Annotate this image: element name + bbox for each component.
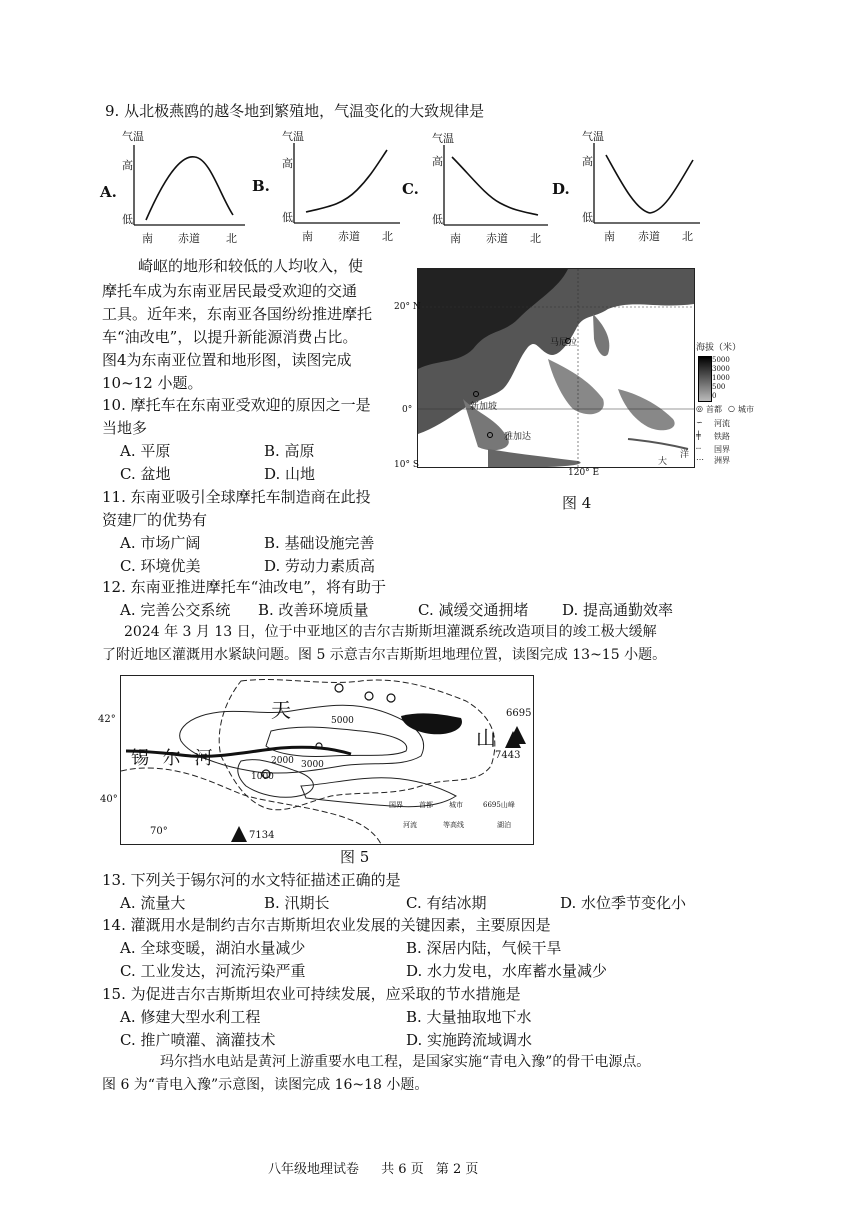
passage2-line2: 了附近地区灌溉用水紧缺问题。图 5 示意吉尔吉斯斯坦地理位置，读图完成 13~15 小题。 (102, 647, 667, 663)
legend-1000: 1000 (712, 374, 730, 382)
q10-option-b[interactable]: B. 高原 (264, 442, 315, 460)
graph-c-x0: 南 (450, 232, 461, 245)
q12-option-d[interactable]: D. 提高通勤效率 (562, 601, 674, 619)
fig4-legend (696, 340, 764, 465)
q11-stem-1: 11. 东南亚吸引全球摩托车制造商在此投 (102, 488, 371, 506)
legend-rail: 铁路 (714, 432, 730, 441)
graph-d-high: 高 (582, 155, 593, 168)
graph-c-low: 低 (432, 213, 443, 226)
graph-d-x0: 南 (604, 230, 615, 243)
q10-stem-2: 当地多 (102, 419, 148, 437)
fig4-lat-20n: 20° N (394, 302, 421, 312)
fig5-kyrgyzstan-map (120, 675, 534, 845)
q15-option-d[interactable]: D. 实施跨流域调水 (406, 1031, 533, 1049)
legend-river: 河流 (714, 419, 730, 428)
q13-option-d[interactable]: D. 水位季节变化小 (560, 894, 687, 912)
graph-c-x2: 北 (530, 232, 541, 245)
legend5-city: 城市 (449, 801, 463, 809)
graph-a-ylabel: 气温 (122, 130, 144, 143)
graph-a-x2: 北 (226, 232, 237, 245)
passage1-line4: 车“油改电”，以提升新能源消费占比。 (102, 328, 358, 346)
q14-option-b[interactable]: B. 深居内陆，气候干旱 (406, 939, 562, 957)
graph-b-high: 高 (282, 157, 293, 170)
legend-rail-icon: ╪ (696, 431, 701, 440)
passage1-line2: 摩托车成为东南亚居民最受欢迎的交通 (102, 282, 358, 300)
passage3-line2: 图 6 为“青电入豫”示意图，读图完成 16~18 小题。 (102, 1077, 429, 1093)
graph-d-letter: D. (552, 180, 570, 198)
place-jakarta: 雅加达 (504, 432, 532, 442)
place-ocean: 洋 (680, 450, 690, 460)
graph-b-letter: B. (252, 177, 270, 195)
legend-continent-icon: ⋯ (696, 455, 704, 464)
graph-b-x0: 南 (302, 230, 313, 243)
legend-city: 城市 (738, 405, 754, 414)
legend-border: 国界 (714, 445, 730, 454)
fig5-lon-70: 70° (150, 826, 168, 837)
fig4-lat-10s: 10° S (394, 460, 419, 470)
legend5-peak: 6695山峰 (483, 801, 515, 809)
label-syr-darya: 锡 尔 河 (131, 748, 217, 769)
legend5-lake: 湖泊 (497, 821, 511, 829)
q9-stem: 9. 从北极燕鸥的越冬地到繁殖地，气温变化的大致规律是 (105, 102, 485, 120)
q15-option-c[interactable]: C. 推广喷灌、滴灌技术 (120, 1031, 276, 1049)
fig4-southeast-asia-map (417, 268, 695, 468)
label-tian: 天 (271, 698, 291, 722)
q9-graph-d (550, 125, 700, 255)
footer-subject: 八年级地理试卷 (268, 1162, 360, 1177)
fig4-lon-120e: 120° E (568, 468, 600, 478)
legend-0: 0 (712, 392, 717, 400)
peak-6695: 6695 (506, 708, 532, 719)
fig5-lat-42: 42° (98, 714, 116, 725)
fig4-lat-0: 0° (402, 405, 413, 415)
graph-a-x0: 南 (142, 232, 153, 245)
graph-b-x2: 北 (382, 230, 393, 243)
passage3-line1: 玛尔挡水电站是黄河上游重要水电工程，是国家实施“青电入豫”的骨干电源点。 (160, 1054, 651, 1070)
q12-option-b[interactable]: B. 改善环境质量 (258, 601, 369, 619)
footer-pages: 共 6 页 (381, 1162, 424, 1177)
legend-3000: 3000 (712, 365, 730, 373)
legend5-capital: 首都 (419, 801, 433, 809)
q11-option-c[interactable]: C. 环境优美 (120, 557, 201, 575)
passage2-line1: 2024 年 3 月 13 日，位于中亚地区的吉尔吉斯斯坦灌溉系统改造项目的竣工极大缓解 (124, 624, 657, 640)
graph-c-x1: 赤道 (486, 232, 508, 245)
graph-a-low: 低 (122, 213, 133, 226)
passage1-line5: 图4为东南亚位置和地形图，读图完成 (102, 351, 352, 369)
legend-500: 500 (712, 383, 726, 391)
peak-7134: 7134 (249, 830, 275, 841)
place-manila: 马尼拉 (550, 338, 578, 348)
legend-title: 海拔（米） (696, 343, 742, 353)
passage1-line6: 10~12 小题。 (102, 374, 203, 392)
q12-option-c[interactable]: C. 减缓交通拥堵 (418, 601, 529, 619)
place-da: 大 (658, 457, 668, 467)
legend5-contour: 等高线 (443, 821, 464, 829)
q14-option-c[interactable]: C. 工业发达，河流污染严重 (120, 962, 306, 980)
q15-option-a[interactable]: A. 修建大型水利工程 (120, 1008, 261, 1026)
graph-b-low: 低 (282, 211, 293, 224)
q15-option-b[interactable]: B. 大量抽取地下水 (406, 1008, 532, 1026)
graph-a-x1: 赤道 (178, 232, 200, 245)
fig4-terrain (418, 269, 694, 467)
q10-stem-1: 10. 摩托车在东南亚受欢迎的原因之一是 (102, 396, 371, 414)
q13-option-b[interactable]: B. 汛期长 (264, 894, 330, 912)
passage1-line3: 工具。近年来，东南亚各国纷纷推进摩托 (102, 305, 373, 323)
place-singapore: 新加坡 (470, 402, 498, 412)
q13-option-c[interactable]: C. 有结冰期 (406, 894, 487, 912)
graph-d-plot (550, 125, 700, 255)
q13-stem: 13. 下列关于锡尔河的水文特征描述正确的是 (102, 871, 401, 889)
graph-d-ylabel: 气温 (582, 130, 604, 143)
q11-option-d[interactable]: D. 劳动力素质高 (264, 557, 376, 575)
q12-option-a[interactable]: A. 完善公交系统 (120, 601, 231, 619)
legend-city-icon: ○ (728, 404, 735, 413)
elevation-bar (698, 356, 712, 402)
q9-graph-b (252, 125, 402, 255)
q13-option-a[interactable]: A. 流量大 (120, 894, 186, 912)
graph-c-ylabel: 气温 (432, 132, 454, 145)
fig5-lat-40: 40° (100, 794, 118, 805)
q14-stem: 14. 灌溉用水是制约吉尔吉斯斯坦农业发展的关键因素，主要原因是 (102, 916, 551, 934)
q11-option-b[interactable]: B. 基础设施完善 (264, 534, 375, 552)
footer-current-page: 第 2 页 (435, 1162, 479, 1177)
contour-2000: 2000 (271, 756, 294, 766)
graph-c-high: 高 (432, 155, 443, 168)
legend-capital-icon: ◎ (696, 404, 703, 413)
passage1-line1: 崎岖的地形和较低的人均收入，使 (138, 257, 364, 275)
fig4-caption: 图 4 (562, 494, 592, 512)
q9-graph-a (100, 125, 250, 255)
legend5-border: 国界 (389, 801, 403, 809)
graph-d-x1: 赤道 (638, 230, 660, 243)
legend-border-icon: ┈ (696, 444, 701, 453)
graph-d-x2: 北 (682, 230, 693, 243)
label-shan: 山 (476, 726, 496, 750)
q15-stem: 15. 为促进吉尔吉斯斯坦农业可持续发展，应采取的节水措施是 (102, 985, 521, 1003)
contour-3000: 3000 (301, 760, 324, 770)
legend-5000: 5000 (712, 356, 730, 364)
q10-option-c[interactable]: C. 盆地 (120, 465, 171, 483)
q10-option-d[interactable]: D. 山地 (264, 465, 316, 483)
graph-a-letter: A. (100, 183, 117, 201)
legend-continent: 洲界 (714, 456, 730, 465)
contour-1000: 1000 (251, 772, 274, 782)
q11-stem-2: 资建厂的优势有 (102, 511, 208, 529)
q9-graph-c (400, 125, 550, 255)
graph-b-x1: 赤道 (338, 230, 360, 243)
graph-d-low: 低 (582, 211, 593, 224)
contour-5000: 5000 (331, 716, 354, 726)
fig5-caption: 图 5 (340, 848, 370, 866)
graph-a-high: 高 (122, 159, 133, 172)
q14-option-d[interactable]: D. 水力发电，水库蓄水量减少 (406, 962, 608, 980)
graph-b-ylabel: 气温 (282, 130, 304, 143)
q11-option-a[interactable]: A. 市场广阔 (120, 534, 201, 552)
page-footer (268, 1158, 478, 1177)
graph-c-plot (400, 125, 550, 255)
legend5-river: 河流 (403, 821, 417, 829)
q12-stem: 12. 东南亚推进摩托车“油改电”，将有助于 (102, 578, 386, 596)
q14-option-a[interactable]: A. 全球变暖，湖泊水量减少 (120, 939, 306, 957)
graph-b-plot (252, 125, 402, 255)
peak-7443: 7443 (495, 750, 521, 761)
legend-capital: 首都 (706, 405, 722, 414)
legend-river-icon: ∽ (696, 418, 703, 427)
graph-c-letter: C. (402, 180, 419, 198)
q10-option-a[interactable]: A. 平原 (120, 442, 171, 460)
